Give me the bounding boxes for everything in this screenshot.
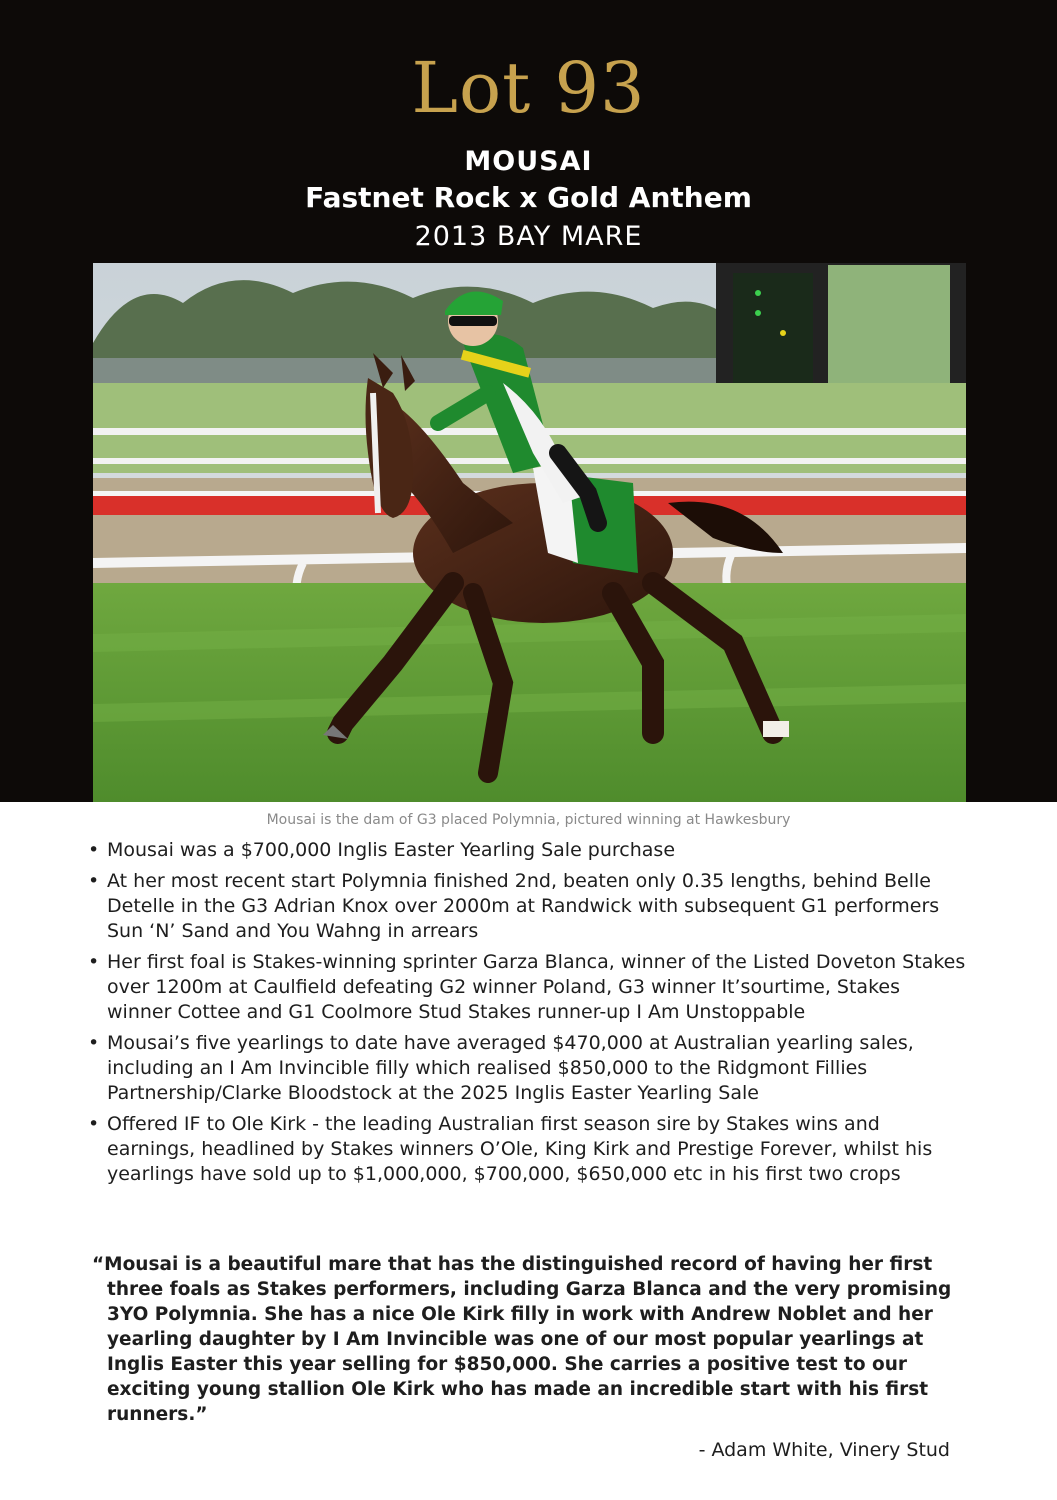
list-item — [86, 869, 966, 944]
horse-description: 2013 BAY MARE — [414, 221, 643, 252]
bullet-icon: • — [88, 839, 100, 861]
lot-title: Lot 93 — [411, 47, 646, 129]
list-item — [86, 950, 966, 1025]
bullet-icon: • — [88, 951, 100, 973]
race-photo — [93, 263, 966, 802]
list-item — [86, 1112, 966, 1187]
bullet-text: Mousai was a $700,000 Inglis Easter Yearling Sale purchase — [107, 839, 676, 861]
bullet-icon: • — [88, 870, 100, 892]
bullet-text: Mousai’s five yearlings to date have averaged $470,000 at Australian yearling sales, including an I Am Invincible filly which realised $850,000 to the Ridgmont Fillies Partnership/Clarke Bloodstock at the 2025 Inglis Easter Yearling Sale — [107, 1032, 914, 1104]
bullet-text: Offered IF to Ole Kirk - the leading Australian first season sire by Stakes wins and earnings, headlined by Stakes winners O’Ole, King Kirk and Prestige Forever, whilst his yearlings have sold up to $1,000,000, $700,000, $650,000 etc in his first two crops — [107, 1113, 933, 1185]
testimonial-quote: “Mousai is a beautiful mare that has the distinguished record of having her first three foals as Stakes performers, including Garza Blanca and the very promising 3YO Polymnia. She has a nice Ole Kirk filly in work with Andrew Noblet and her yearling daughter by I Am Invincible was one of our most popular yearlings at Inglis Easter this year selling for $850,000. She carries a positive test to our exciting young stallion Ole Kirk who has made an incredible start with his first runners.” — [92, 1254, 952, 1425]
horse-name: MOUSAI — [464, 146, 593, 177]
bullet-text: Her first foal is Stakes-winning sprinter Garza Blanca, winner of the Listed Doveton Stakes over 1200m at Caulfield defeating G2 winner Poland, G3 winner It’sourtime, Stakes winner Cottee and G1 Coolmore Stud Stakes runner-up I Am Unstoppable — [107, 951, 966, 1023]
list-item — [86, 1031, 966, 1106]
bullet-icon: • — [88, 1032, 100, 1054]
list-item — [86, 838, 966, 863]
quote-attribution: - Adam White, Vinery Stud — [698, 1439, 950, 1461]
bullet-text: At her most recent start Polymnia finished 2nd, beaten only 0.35 lengths, behind Belle Detelle in the G3 Adrian Knox over 2000m at Randwick with subsequent G1 performers Sun ‘N’ Sand and You Wahng in arrears — [107, 870, 940, 942]
photo-caption: Mousai is the dam of G3 placed Polymnia, pictured winning at Hawkesbury — [266, 812, 791, 828]
highlights-list — [86, 838, 966, 1193]
bullet-icon: • — [88, 1113, 100, 1135]
horse-pedigree: Fastnet Rock x Gold Anthem — [305, 181, 752, 214]
